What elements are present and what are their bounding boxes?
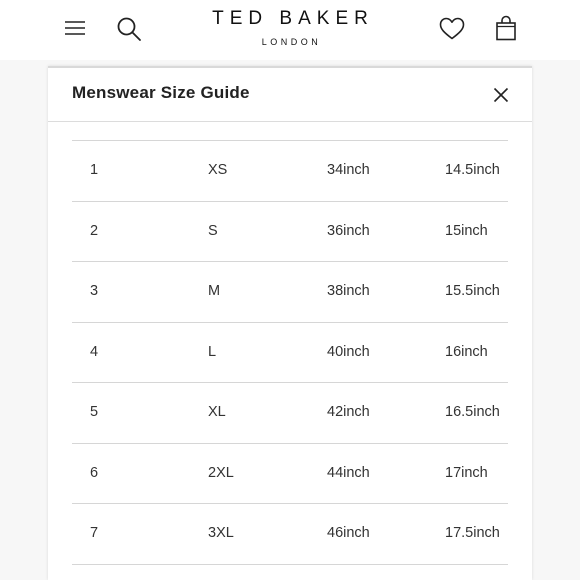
table-cell: 3XL: [208, 525, 234, 541]
brand-name: TED BAKER: [212, 8, 374, 29]
hamburger-menu-icon[interactable]: [61, 16, 89, 40]
size-guide-modal: [48, 66, 532, 580]
table-row: [72, 444, 508, 505]
table-cell: XS: [208, 162, 228, 178]
table-cell: 40inch: [327, 343, 370, 360]
table-cell: 16inch: [445, 343, 488, 360]
table-cell: 15.5inch: [445, 283, 500, 299]
table-cell: 17.5inch: [445, 525, 500, 541]
heart-icon[interactable]: [436, 13, 468, 45]
table-row: [72, 383, 508, 444]
brand-logo[interactable]: [190, 8, 390, 48]
table-cell: 42inch: [327, 404, 370, 420]
site-header: [0, 0, 580, 60]
table-cell: M: [208, 283, 221, 299]
search-icon[interactable]: [113, 13, 145, 45]
table-row: [72, 262, 508, 323]
table-cell: 15inch: [445, 222, 488, 239]
table-cell: 2: [90, 222, 99, 239]
size-table: [72, 140, 508, 565]
modal-header: [48, 68, 532, 122]
table-row: [72, 141, 508, 202]
table-cell: 3: [90, 283, 99, 299]
table-cell: XL: [208, 404, 226, 420]
table-cell: 16.5inch: [445, 404, 500, 420]
close-icon[interactable]: [488, 82, 514, 108]
table-cell: S: [208, 222, 218, 239]
table-cell: 38inch: [327, 283, 370, 299]
table-cell: 34inch: [327, 162, 370, 178]
table-cell: 14.5inch: [445, 162, 500, 178]
table-cell: 6: [90, 464, 99, 481]
table-cell: 46inch: [327, 525, 370, 541]
table-cell: 5: [90, 404, 99, 420]
table-cell: L: [208, 343, 217, 360]
table-cell: 17inch: [445, 464, 488, 481]
table-cell: 4: [90, 343, 99, 360]
table-cell: 36inch: [327, 222, 370, 239]
table-cell: 1: [90, 162, 99, 178]
modal-title: Menswear Size Guide: [72, 83, 250, 102]
table-cell: 2XL: [208, 464, 234, 481]
brand-subtitle: LONDON: [261, 37, 322, 47]
table-cell: 7: [90, 525, 99, 541]
shopping-bag-icon[interactable]: [491, 12, 521, 44]
table-row: [72, 323, 508, 384]
table-row: [72, 202, 508, 263]
table-cell: 44inch: [327, 464, 370, 481]
table-row: [72, 504, 508, 565]
